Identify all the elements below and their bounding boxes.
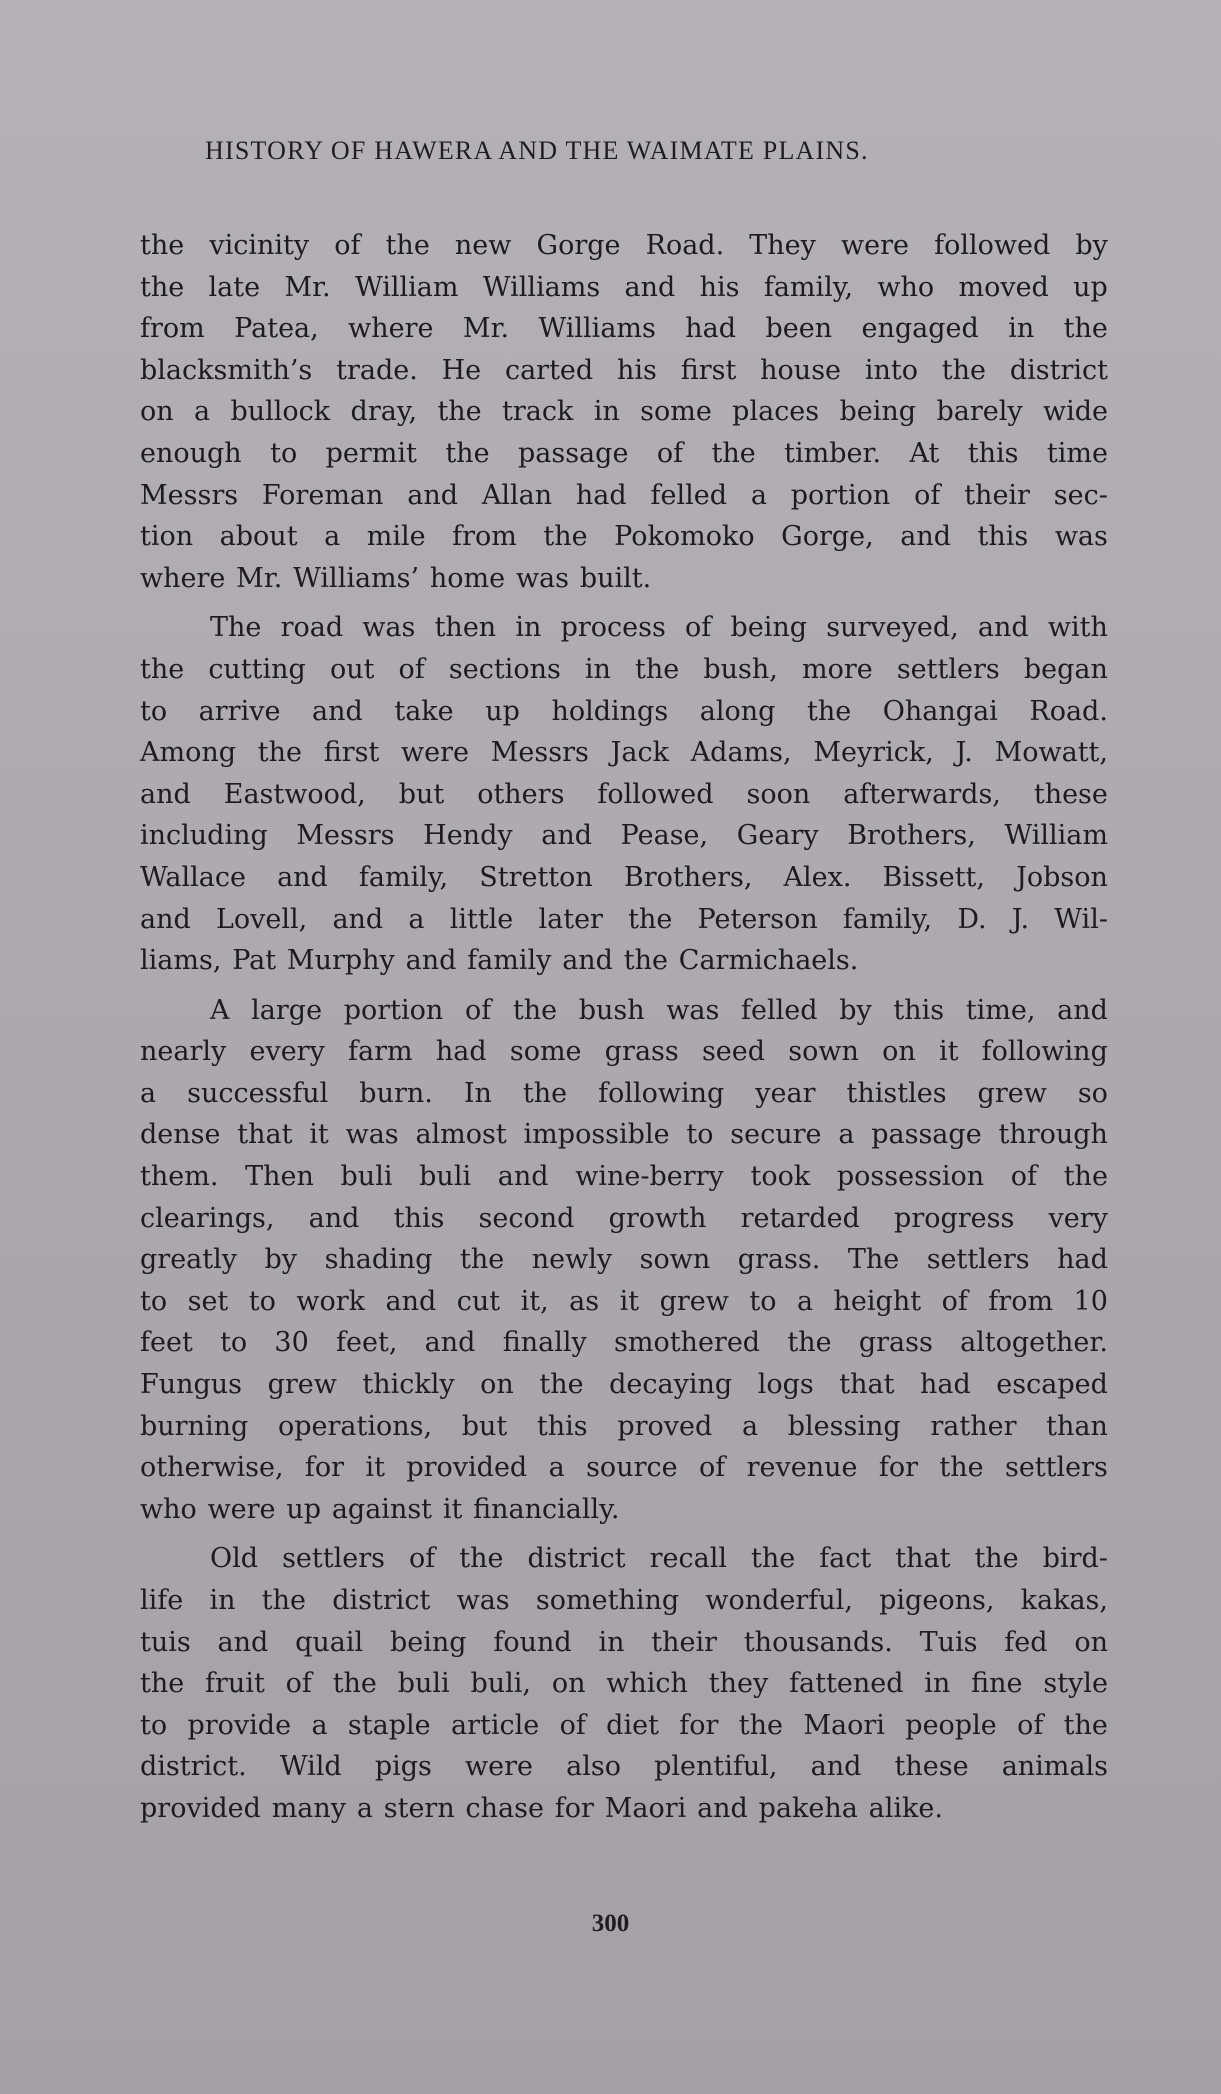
text-line: on a bullock dray, the track in some places being barely wide [140, 396, 1108, 428]
text-line: The road was then in process of being surveyed, and with [210, 612, 1108, 644]
text-line: feet to 30 feet, and finally smothered the grass altogether. [140, 1327, 1108, 1359]
text-line: the cutting out of sections in the bush, more settlers began [140, 653, 1108, 685]
running-head: HISTORY OF HAWERA AND THE WAIMATE PLAINS. [205, 136, 869, 165]
text-line: Old settlers of the district recall the fact that the bird- [210, 1543, 1108, 1575]
text-line: tion about a mile from the Pokomoko Gorge, and this was [140, 521, 1108, 553]
text-line: the fruit of the buli buli, on which they fattened in fine style [140, 1668, 1108, 1700]
text-line: from Patea, where Mr. Williams had been engaged in the [140, 313, 1108, 345]
text-line: provided many a stern chase for Maori and pakeha alike. [140, 1792, 943, 1824]
text-line: life in the district was something wonderful, pigeons, kakas, [140, 1585, 1108, 1616]
text-line: A large portion of the bush was felled by this time, and [210, 994, 1108, 1026]
text-line: where Mr. Williams’ home was built. [140, 562, 652, 594]
text-line: dense that it was almost impossible to secure a passage through [140, 1119, 1108, 1151]
text-line: Messrs Foreman and Allan had felled a portion of their sec- [140, 479, 1108, 511]
text-line: Fungus grew thickly on the decaying logs that had escaped [140, 1369, 1108, 1401]
text-line: tuis and quail being found in their thousands. Tuis fed on [140, 1626, 1108, 1658]
paragraph [140, 990, 1108, 1531]
text-line: the vicinity of the new Gorge Road. They were followed by [140, 230, 1108, 261]
text-line: including Messrs Hendy and Pease, Geary Brothers, William [140, 820, 1108, 852]
text-line: clearings, and this second growth retarded progress very [140, 1202, 1108, 1234]
text-line: to provide a staple article of diet for the Maori people of the [140, 1709, 1108, 1741]
body-text [140, 225, 1108, 1838]
text-line: Among the first were Messrs Jack Adams, Meyrick, J. Mowatt, [140, 737, 1108, 769]
text-line: greatly by shading the newly sown grass. The settlers had [140, 1244, 1108, 1276]
text-line: nearly every farm had some grass seed sown on it following [140, 1036, 1108, 1068]
text-line: to arrive and take up holdings along the Ohangai Road. [140, 695, 1108, 727]
paragraph [140, 225, 1108, 599]
page-number: 300 [591, 1910, 630, 1937]
paragraph [140, 607, 1108, 981]
text-line: a successful burn. In the following year thistles grew so [140, 1077, 1108, 1109]
text-line: otherwise, for it provided a source of revenue for the settlers [140, 1452, 1108, 1484]
text-line: blacksmith’s trade. He carted his first house into the district [140, 354, 1108, 386]
text-line: and Lovell, and a little later the Peterson family, D. J. Wil- [140, 903, 1108, 935]
text-line: and Eastwood, but others followed soon afterwards, these [140, 778, 1108, 810]
text-line: district. Wild pigs were also plentiful, and these animals [140, 1751, 1108, 1783]
text-line: to set to work and cut it, as it grew to a height of from 10 [140, 1285, 1108, 1317]
text-line: liams, Pat Murphy and family and the Carmichaels. [140, 945, 859, 977]
text-line: them. Then buli buli and wine-berry took possession of the [140, 1161, 1108, 1193]
text-line: enough to permit the passage of the timber. At this time [140, 437, 1108, 469]
text-line: burning operations, but this proved a blessing rather than [140, 1410, 1108, 1442]
paragraph [140, 1538, 1108, 1829]
text-line: who were up against it financially. [140, 1493, 620, 1525]
text-line: Wallace and family, Stretton Brothers, Alex. Bissett, Jobson [140, 861, 1108, 893]
text-line: the late Mr. William Williams and his family, who moved up [140, 271, 1108, 303]
